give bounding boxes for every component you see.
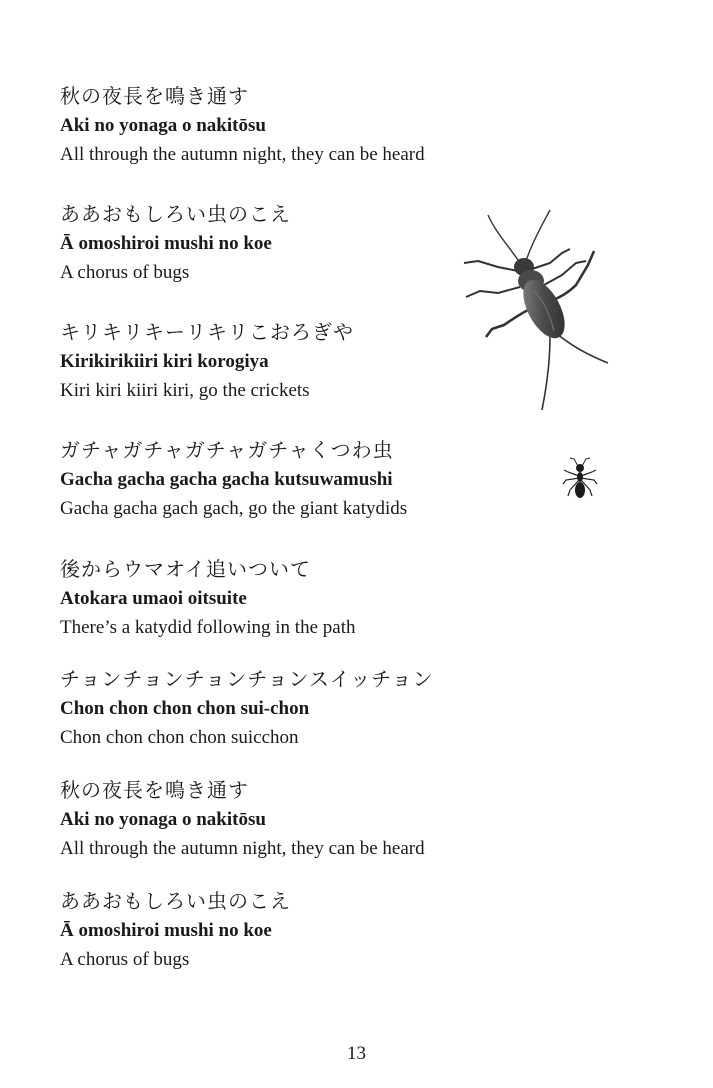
- japanese-line: ああおもしろい虫のこえ: [60, 202, 291, 226]
- romaji-line: Ā omoshiroi mushi no koe: [60, 233, 272, 254]
- stanza-5: [60, 555, 580, 642]
- stanza-1: [60, 82, 580, 169]
- japanese-line: 後からウマオイ追いついて: [60, 557, 311, 581]
- romaji-line: Aki no yonaga o nakitōsu: [60, 809, 266, 830]
- page-number: 13: [347, 1043, 366, 1064]
- romaji-line: Ā omoshiroi mushi no koe: [60, 920, 272, 941]
- romaji-line: Kirikirikiiri kiri korogiya: [60, 351, 269, 372]
- romaji-line: Atokara umaoi oitsuite: [60, 588, 247, 609]
- ant-illustration: [560, 456, 600, 506]
- english-line: There’s a katydid following in the path: [60, 617, 356, 638]
- cricket-illustration: [458, 205, 618, 415]
- english-line: A chorus of bugs: [60, 949, 190, 970]
- stanza-8: [60, 887, 580, 974]
- english-line: A chorus of bugs: [60, 262, 190, 283]
- japanese-line: 秋の夜長を鳴き通す: [60, 778, 249, 802]
- english-line: All through the autumn night, they can be heard: [60, 838, 425, 859]
- stanza-6: [60, 665, 580, 752]
- english-line: Gacha gacha gach gach, go the giant katydids: [60, 498, 408, 519]
- romaji-line: Chon chon chon chon sui-chon: [60, 698, 310, 719]
- japanese-line: ああおもしろい虫のこえ: [60, 889, 291, 913]
- english-line: All through the autumn night, they can be heard: [60, 144, 425, 165]
- stanza-4: [60, 436, 580, 523]
- english-line: Kiri kiri kiiri kiri, go the crickets: [60, 380, 310, 401]
- japanese-line: 秋の夜長を鳴き通す: [60, 84, 249, 108]
- japanese-line: キリキリキーリキリこおろぎや: [60, 320, 354, 344]
- japanese-line: ガチャガチャガチャガチャくつわ虫: [60, 438, 394, 462]
- romaji-line: Aki no yonaga o nakitōsu: [60, 115, 266, 136]
- stanza-7: [60, 776, 580, 863]
- japanese-line: チョンチョンチョンチョンスイッチョン: [60, 667, 434, 691]
- english-line: Chon chon chon chon suicchon: [60, 727, 299, 748]
- romaji-line: Gacha gacha gacha gacha kutsuwamushi: [60, 469, 393, 490]
